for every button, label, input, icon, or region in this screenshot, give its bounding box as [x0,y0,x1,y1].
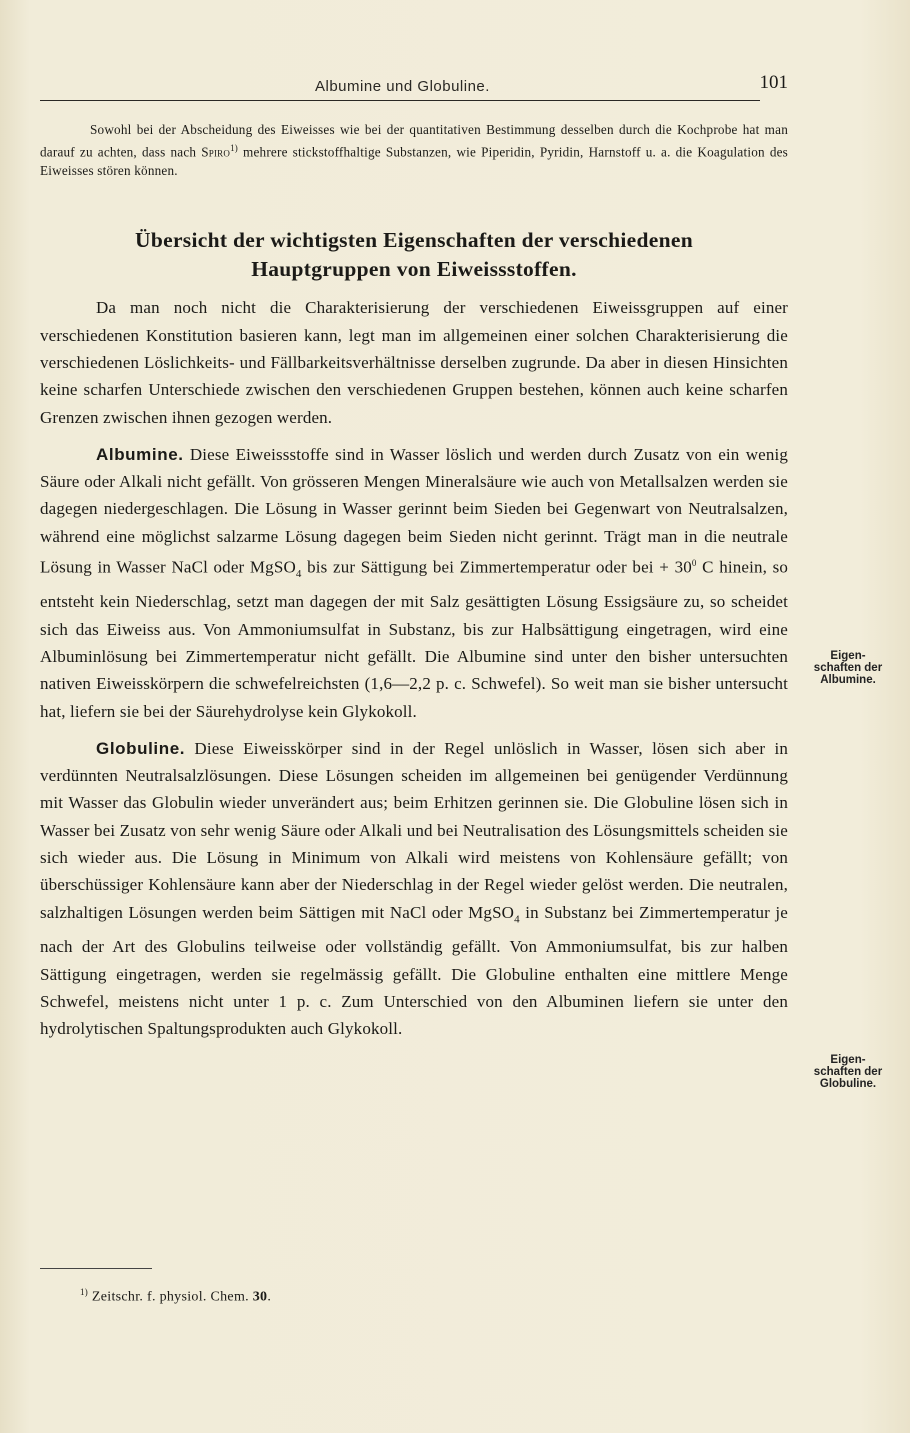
heading-line-2: Hauptgruppen von Eiweissstoffen. [251,257,577,282]
margin-note-globuline-line-3: Globuline. [819,1078,877,1090]
footnote [80,1287,271,1306]
albumine-lead: Albumine. [96,444,184,464]
albumine-text-1: Diese Eiweissstoffe sind in Wasser löslich und werden durch Zusatz von ein wenig Säure oder Alkali nicht gefällt. Von grösseren Mengen Mineralsäure wie auch von Metallsalzen werden sie dagegen niedergeschlagen. Die Lösung in Wasser gerinnt beim Sieden bei Gegenwart von Neutralsalzen, während eine möglichst salzarme Lösung dagegen beim Sieden nicht gerinnt. Trägt man in die neutrale Lösung in Wasser NaCl oder MgSO [40,444,788,577]
footnote-mark: 1) [80,1287,89,1297]
globuline-lead: Globuline. [96,738,186,758]
heading-line-1: Übersicht der wichtigsten Eigenschaften der verschiedenen [135,228,693,253]
globuline-paragraph [40,735,788,1043]
albumine-text-2: bis zur Sättigung bei Zimmertemperatur oder bei + 30 [301,557,692,577]
footnote-end: . [267,1289,272,1305]
footnote-rule [40,1268,152,1269]
footnote-text: Zeitschr. f. physiol. Chem. [88,1289,253,1305]
margin-note-albumine [793,650,903,686]
globuline-sub-4: 4 [514,913,520,926]
intro-author: Spiro [201,144,231,160]
page-body [40,120,788,1043]
albumine-degree: 0 [691,558,697,569]
intro-footnote-ref: 1) [230,143,238,153]
overview-paragraph: Da man noch nicht die Charakterisierung der verschiedenen Eiweissgruppen auf einer verschiedenen Konstitution basieren kann, legt man im allgemeinen einer solchen Charakterisierung die verschiedenen Löslichkeits- und Fällbarkeitsverhältnisse derselben zugrunde. Da aber in diesen Hinsichten keine scharfen Unterschiede zwischen den verschiedenen Gruppen bestehen, können auch keine scharfen Grenzen zwischen ihnen gezogen werden. [40,298,788,427]
margin-note-albumine-line-1: Eigen- [830,650,866,662]
margin-note-globuline [793,1054,903,1090]
running-title: Albumine und Globuline. [315,78,490,95]
albumine-paragraph [40,441,788,725]
intro-paragraph [40,120,788,180]
intro-text: Sowohl bei der Abscheidung des Eiweisses wie bei der quantitativen Bestimmung desselben durch die Kochprobe hat man darauf zu achten, dass nach [40,122,788,160]
globuline-text-2: in Substanz bei Zimmertemperatur je nach der Art des Globulins teilweise oder vollständig gefällt. Von Ammoniumsulfat, bis zur halben Sättigung eingetragen, werden sie regelmässig gefällt. Die Globuline enthalten eine mittlere Menge Schwefel, meistens nicht unter 1 p. c. Zum Unterschied von den Albuminen liefern sie unter den hydrolytischen Spaltungsprodukten auch Glykokoll. [40,902,788,1039]
albumine-sub-4: 4 [295,568,302,581]
globuline-text-1: Diese Eiweisskörper sind in der Regel unlöslich in Wasser, lösen sich aber in verdünnten Neutralsalzlösungen. Diese Lösungen scheiden im allgemeinen bei genügender Verdünnung mit Wasser das Globulin wieder unverändert aus; beim Erhitzen gerinnen sie. Die Globuline lösen sich in Wasser bei Zusatz von sehr wenig Säure oder Alkali und bei Neutralisation des Lösungsmittels scheiden sie sich wieder aus. Die Lösung in Minimum von Alkali wird meistens von Kohlensäure gefällt; von überschüssiger Kohlensäure kann aber der Niederschlag in der Regel wieder gelöst werden. Die neutralen, salzhaltigen Lösungen werden beim Sättigen mit NaCl oder MgSO [40,738,788,922]
margin-note-albumine-line-3: Albumine. [820,674,876,686]
margin-note-globuline-line-1: Eigen- [830,1054,866,1066]
albumine-text-3: C hinein, so entsteht kein Niederschlag, setzt man dagegen der mit Salz gesättigten Lösung Essigsäure zu, so scheidet sich das Eiweiss aus. Von Ammoniumsulfat in Substanz, bis zur Halbsättigung eingetragen, wird eine Albuminlösung bei Zimmertemperatur nicht gefällt. Die Albumine sind unter den bisher untersuchten nativen Eiweisskörpern die schwefelreichsten (1,6—2,2 p. c. Schwefel). So weit man sie bisher untersucht hat, liefern sie bei der Säurehydrolyse kein Glykokoll. [40,557,788,721]
header-rule [40,100,760,101]
intro-text-after: mehrere stickstoffhaltige Substanzen, wie Piperidin, Pyridin, Harnstoff u. a. die Koagulation des Eiweisses stören können. [40,144,789,179]
page-header [40,70,790,104]
margin-note-albumine-line-2: schaften der [813,662,883,674]
footnote-volume: 30 [252,1289,268,1305]
margin-note-globuline-line-2: schaften der [813,1066,883,1078]
section-heading [40,226,788,284]
page-number: 101 [759,72,788,93]
